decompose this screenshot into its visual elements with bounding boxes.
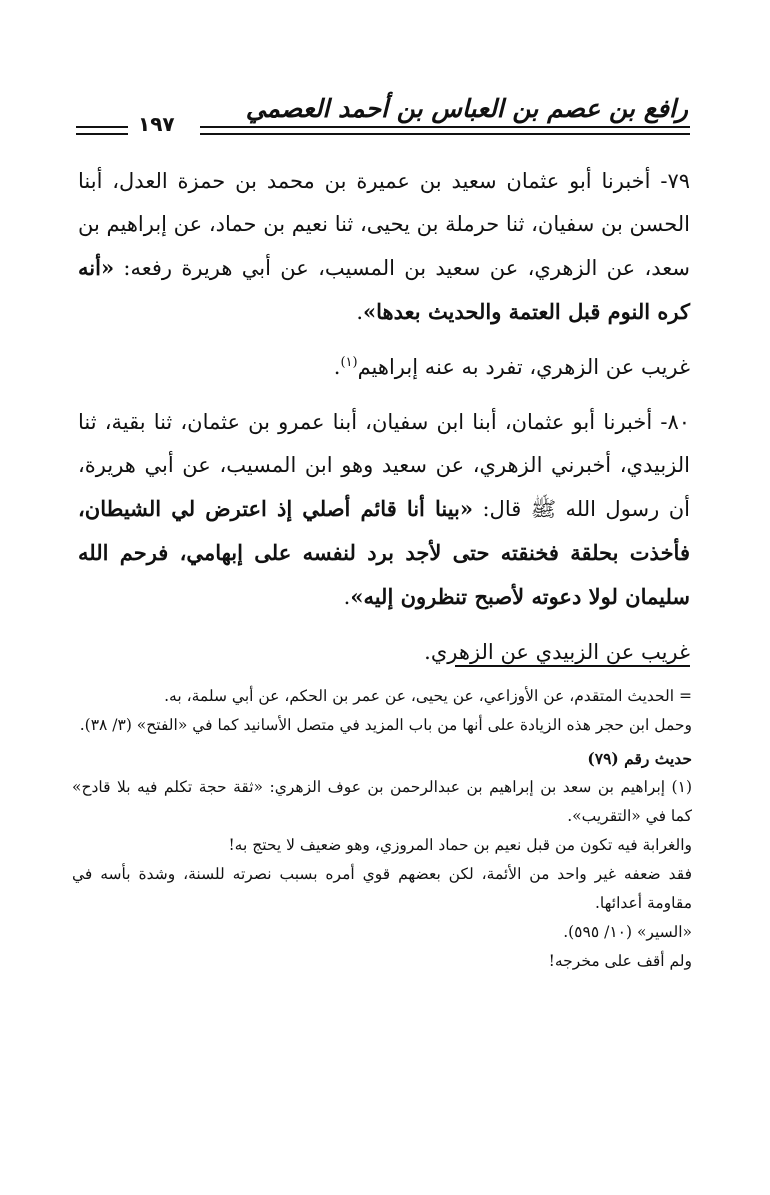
hadith-80-isnad: ٨٠- أخبرنا أبو عثمان، أبنا ابن سفيان، أبنا عمرو بن عثمان، ثنا بقية، ثنا الزبيدي، أخبرني الزهري، عن سعيد وهو ابن المسيب، عن أبي هريرة، أن رسول الله ﷺ قال: (78, 410, 690, 521)
footnote-1-line: فقد ضعفه غير واحد من الأئمة، لكن بعضهم قوي أمره بسبب نصرته للسنة، وشدة بأسه في مقاومة أعدائها. (72, 865, 692, 912)
header-rule (76, 126, 128, 128)
footnote-1: (١) إبراهيم بن سعد بن إبراهيم بن عبدالرحمن بن عوف الزهري: «ثقة حجة تكلم فيه بلا قادح» كما في «التقريب». (72, 778, 692, 825)
page-number: ١٩٧ (138, 112, 175, 136)
hadith-79-isnad: ٧٩- أخبرنا أبو عثمان سعيد بن عميرة بن محمد بن حمزة العدل، أبنا الحسن بن سفيان، ثنا حرملة بن يحيى، ثنا نعيم بن حماد، عن إبراهيم بن سعد، عن الزهري، عن سعيد بن المسيب، عن أبي هريرة رفعه: (78, 169, 690, 280)
hadith-79-matn: «أنه كره النوم قبل العتمة والحديث بعدها» (78, 255, 690, 324)
header-rule (76, 133, 128, 135)
hadith-80 (78, 401, 690, 619)
hadith-80-grade: غريب عن الزبيدي عن الزهري. (424, 640, 690, 664)
footnotes (72, 682, 692, 976)
footnote-marker: (١) (340, 355, 358, 370)
footnote-heading: حديث رقم (٧٩) (587, 749, 692, 768)
footnote-1-line: ولم أقف على مخرجه! (548, 952, 692, 970)
footnote-divider (455, 665, 690, 667)
hadith-79-end: . (356, 300, 364, 324)
footnote-continuation: وحمل ابن حجر هذه الزيادة على أنها من باب المزيد في متصل الأسانيد كما في «الفتح» (٣/ ٣٨). (79, 716, 692, 734)
hadith-79 (78, 160, 690, 334)
hadith-79-grade: غريب عن الزهري، تفرد به عنه إبراهيم$^{(١)}$. (333, 355, 690, 379)
main-text (78, 160, 690, 686)
hadith-79-grade-text: غريب عن الزهري، تفرد به عنه إبراهيم (357, 355, 690, 379)
header-rule (200, 126, 690, 128)
footnote-1-line: والغرابة فيه تكون من قبل نعيم بن حماد المروزي، وهو ضعيف لا يحتج به! (228, 836, 692, 854)
running-title: رافع بن عصم بن العباس بن أحمد العصمي (245, 94, 688, 123)
hadith-80-matn: «بينا أنا قائم أصلي إذ اعترض لي الشيطان، فأخذت بحلقة فخنقته حتى لأجد برد لنفسه على إبهامي، فرحم الله سليمان لولا دعوته لأصبح تنظرون إليه» (78, 496, 690, 609)
hadith-80-end: . (343, 585, 351, 609)
header-rule (200, 133, 690, 135)
footnote-1-line: «السير» (١٠/ ٥٩٥). (563, 923, 692, 941)
footnote-continuation: = الحديث المتقدم، عن الأوزاعي، عن يحيى، عن عمر بن الحكم، عن أبي سلمة، به. (164, 687, 692, 705)
